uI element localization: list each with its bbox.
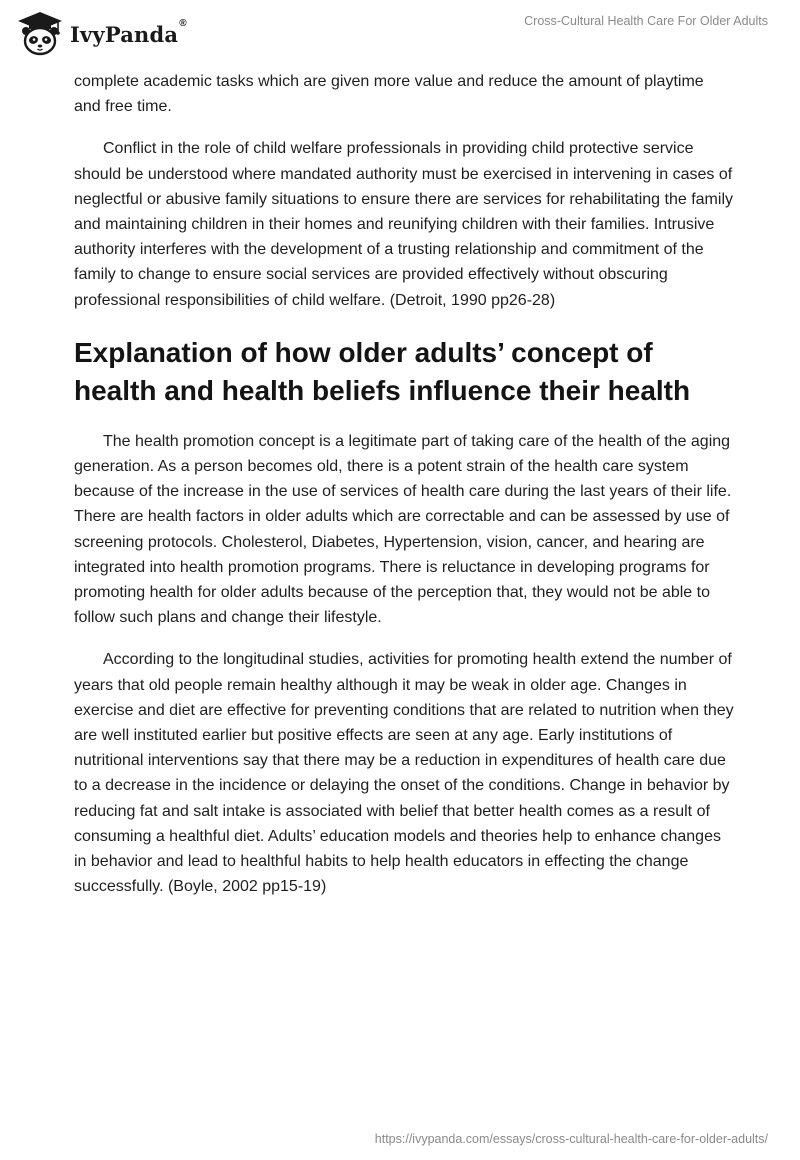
panda-graduation-cap-icon (14, 8, 66, 58)
document-title: Cross-Cultural Health Care For Older Adults (524, 14, 768, 28)
registered-mark: ® (179, 17, 187, 29)
source-url[interactable]: https://ivypanda.com/essays/cross-cultural-health-care-for-older-adults/ (374, 1132, 768, 1146)
section-heading: Explanation of how older adults’ concept of health and health beliefs influence their health (74, 336, 691, 406)
article-body (74, 69, 734, 916)
page-header (0, 0, 800, 70)
paragraph-longitudinal-studies: According to the longitudinal studies, activities for promoting health extend the number of years that old people remain healthy although it may be weak in older age. Changes in exercise and diet are effective for preventing conditions that are related to nutrition when they are well instituted earlier but positive effects are seen at any age. Early institutions of nutritional interventions say that there may be a reduction in expenditures of health care due to a decrease in the incidence or delaying the onset of the conditions. Change in behavior by reducing fat and salt intake is associated with belief that better health comes as a result of consuming a healthful diet. Adults’ education models and theories help to enhance changes in behavior and lead to healthful habits to help health educators in effecting the change successfully. (Boyle, 2002 pp15-19) (74, 651, 734, 896)
paragraph-continuation: complete academic tasks which are given more value and reduce the amount of playtime and free time. (74, 73, 704, 116)
brand-name: IvyPanda® (70, 17, 187, 47)
paragraph-health-promotion: The health promotion concept is a legitimate part of taking care of the health of the aging generation. As a person becomes old, there is a potent strain of the health care system because of the increase in the use of services of health care during the last years of their life. There are health factors in older adults which are correctable and can be assessed by use of screening protocols. Cholesterol, Diabetes, Hypertension, vision, cancer, and hearing are integrated into health promotion programs. There is reluctance in developing programs for promoting health for older adults because of the perception that, they would not be able to follow such plans and change their lifestyle. (74, 432, 732, 627)
paragraph-child-welfare: Conflict in the role of child welfare professionals in providing child protective service should be understood where mandated authority must be exercised in intervening in cases of neglectful or abusive family situations to ensure there are services for rehabilitating the family and maintaining children in their homes and reunifying children with their families. Intrusive authority interferes with the development of a trusting relationship and commitment of the family to change to ensure social services are provided effectively without obscuring professional responsibilities of child welfare. (Detroit, 1990 pp26-28) (74, 140, 733, 309)
brand-logo[interactable] (14, 8, 187, 58)
